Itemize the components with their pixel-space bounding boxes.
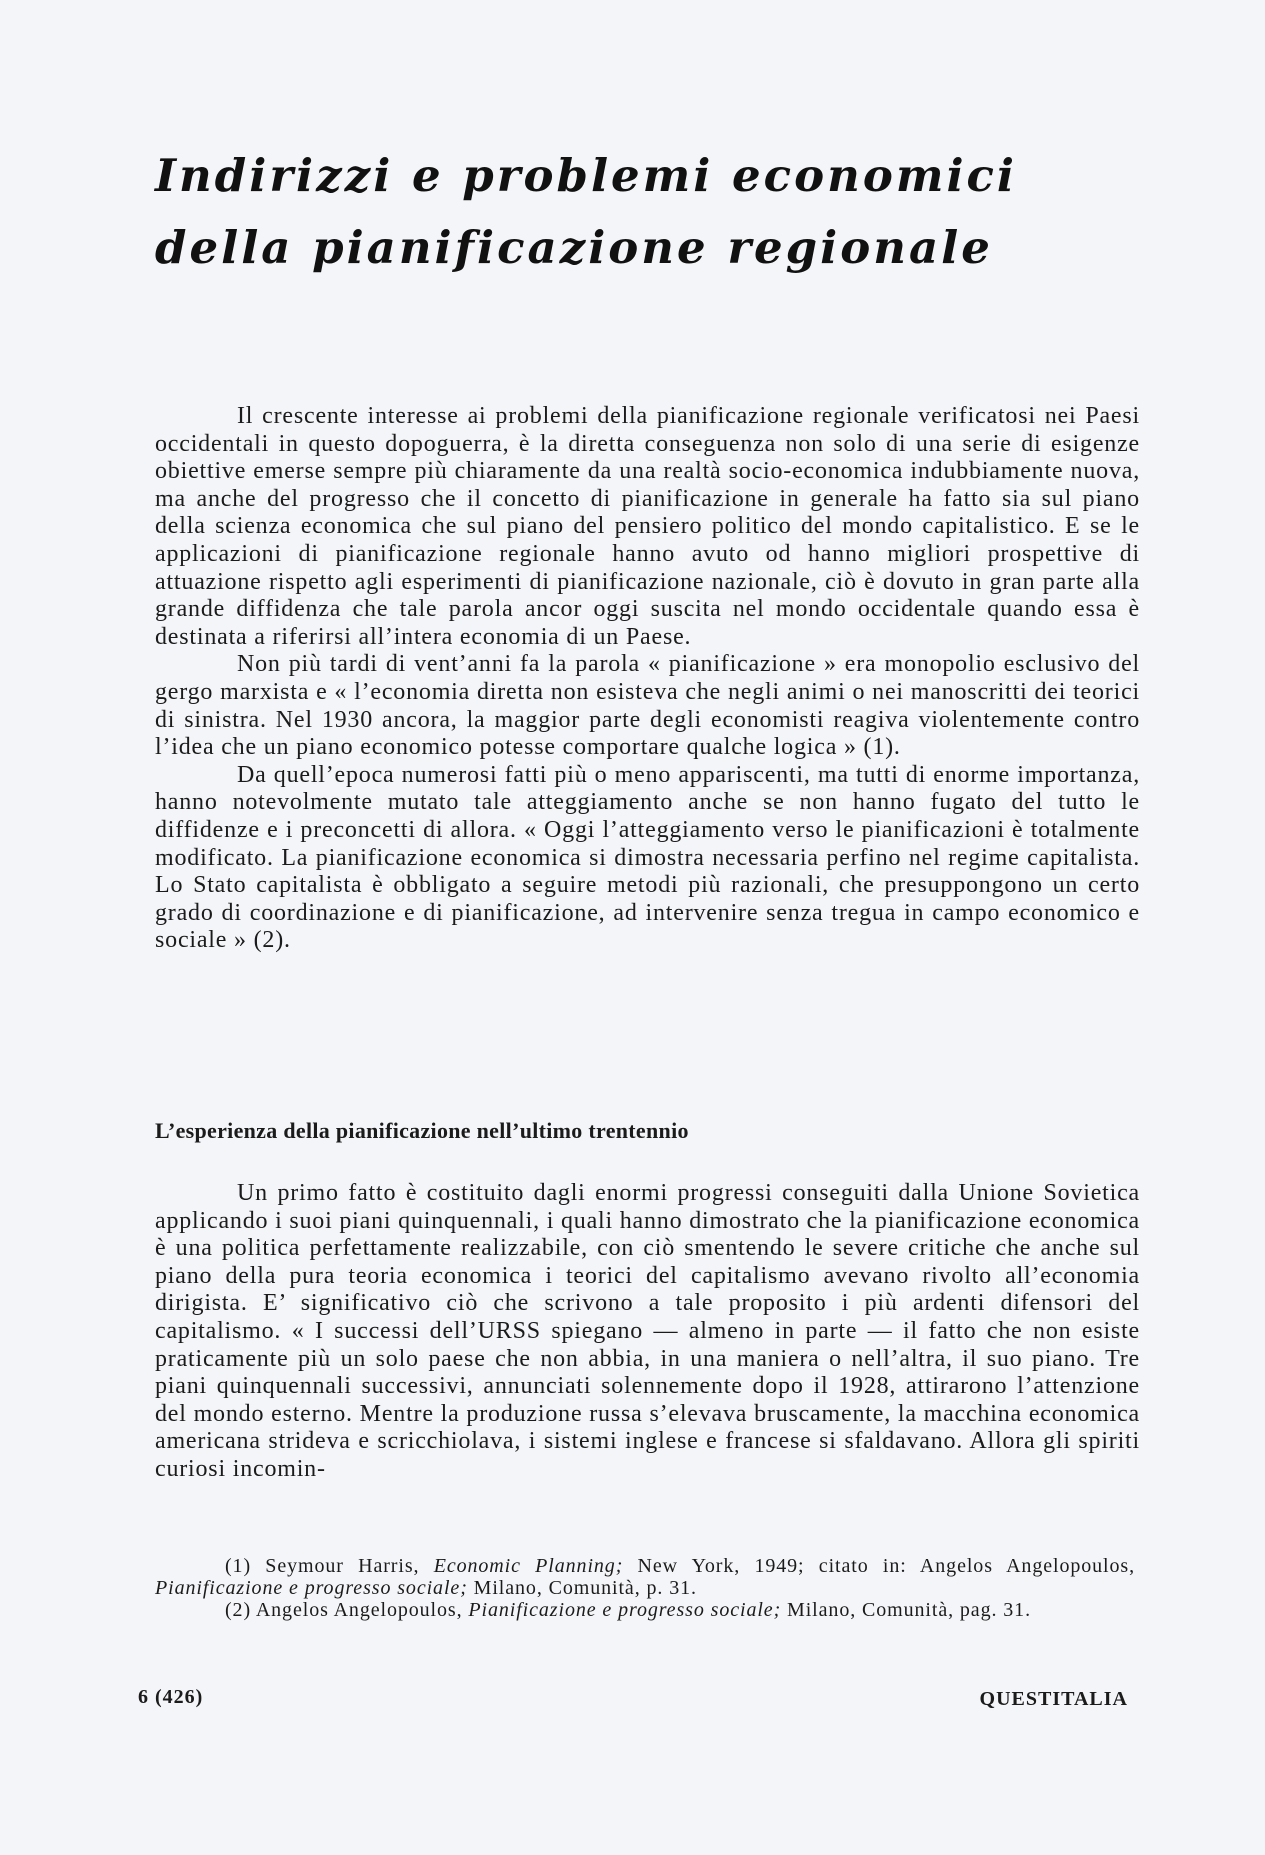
paragraph-3: Da quell’epoca numerosi fatti più o meno appariscenti, ma tutti di enorme importanza, hanno notevolmente mutato tale atteggiamento anche se non hanno fugato del tutto le diffidenze e i preconcetti di allora. « Oggi l’atteggiamento verso le pianificazioni è totalmente modificato. La pianificazione economica si dimostra necessaria perfino nel regime capitalista. Lo Stato capitalista è obbligato a seguire metodi più razionali, che presuppongono un certo grado di coordinazione e di pianificazione, ad intervenire senza tregua in campo economico e sociale » (2).: [155, 761, 1140, 954]
footnote-2-work: Pianificazione e progresso sociale;: [468, 1599, 782, 1621]
journal-name: QUESTITALIA: [979, 1688, 1128, 1710]
section-heading: L’esperienza della pianificazione nell’ultimo trentennio: [155, 1118, 689, 1143]
page-number: 6 (426): [138, 1686, 204, 1708]
article-title: [155, 140, 1055, 284]
paragraph-2: Non più tardi di vent’anni fa la parola « pianificazione » era monopolio esclusivo del gergo marxista e « l’economia diretta non esisteva che negli animi o nei manoscritti dei teorici di sinistra. Nel 1930 ancora, la maggior parte degli economisti reagiva violentemente contro l’idea che un piano economico potesse comportare qualche logica » (1).: [155, 651, 1140, 761]
footnote-2-publisher: Milano, Comunità, pag. 31.: [781, 1599, 1031, 1621]
title-line-1: Indirizzi e problemi economici: [155, 149, 1018, 202]
footnote-1-source: Pianificazione e progresso sociale;: [155, 1577, 468, 1599]
footnotes: [155, 1555, 1135, 1621]
paragraph-4: Un primo fatto è costituito dagli enormi progressi conseguiti dalla Unione Sovietica applicando i suoi piani quinquennali, i quali hanno dimostrato che la pianificazione economica è una politica perfettamente realizzabile, con ciò smentendo le severe critiche che anche sul piano della pura teoria economica i teorici del capitalismo avevano rivolto all’economia dirigista. E’ significativo ciò che scrivono a tale proposito i più ardenti difensori del capitalismo. « I successi dell’URSS spiegano — almeno in parte — il fatto che non esiste praticamente più un solo paese che non abbia, in una maniera o nell’altra, il suo piano. Tre piani quinquennali successivi, annunciati solennemente dopo il 1928, attirarono l’attenzione del mondo esterno. Mentre la produzione russa s’elevava bruscamente, la macchina economica americana strideva e scricchiolava, i sistemi inglese e francese si sfaldavano. Allora gli spiriti curiosi incomin-: [155, 1180, 1140, 1482]
footnote-1: [155, 1555, 1135, 1599]
paragraph-1: Il crescente interesse ai problemi della pianificazione regionale verificatosi nei Paesi occidentali in questo dopoguerra, è la diretta conseguenza non solo di una serie di esigenze obiettive emerse sempre più chiaramente da una realtà socio-economica indubbiamente nuova, ma anche del progresso che il concetto di pianificazione in generale ha fatto sia sul piano della scienza economica che sul piano del pensiero politico del mondo capitalistico. E se le applicazioni di pianificazione regionale hanno avuto od hanno migliori prospettive di attuazione rispetto agli esperimenti di pianificazione nazionale, ciò è dovuto in gran parte alla grande diffidenza che tale parola ancor oggi suscita nel mondo occidentale quando essa è destinata a riferirsi all’intera economia di un Paese.: [155, 403, 1140, 650]
title-line-2: della pianificazione regionale: [155, 221, 993, 274]
intro-text: [155, 403, 1140, 955]
footnote-1-work: Economic Planning;: [433, 1555, 624, 1577]
footnote-1-citation: New York, 1949; citato in: Angelos Angelopoulos,: [623, 1555, 1135, 1577]
footnote-2: [155, 1599, 1135, 1621]
footnote-1-publisher: Milano, Comunità, p. 31.: [467, 1577, 697, 1599]
footnote-2-text: (2) Angelos Angelopoulos,: [225, 1599, 469, 1621]
footnote-1-text: (1) Seymour Harris,: [225, 1555, 434, 1577]
section-text: [155, 1180, 1140, 1484]
